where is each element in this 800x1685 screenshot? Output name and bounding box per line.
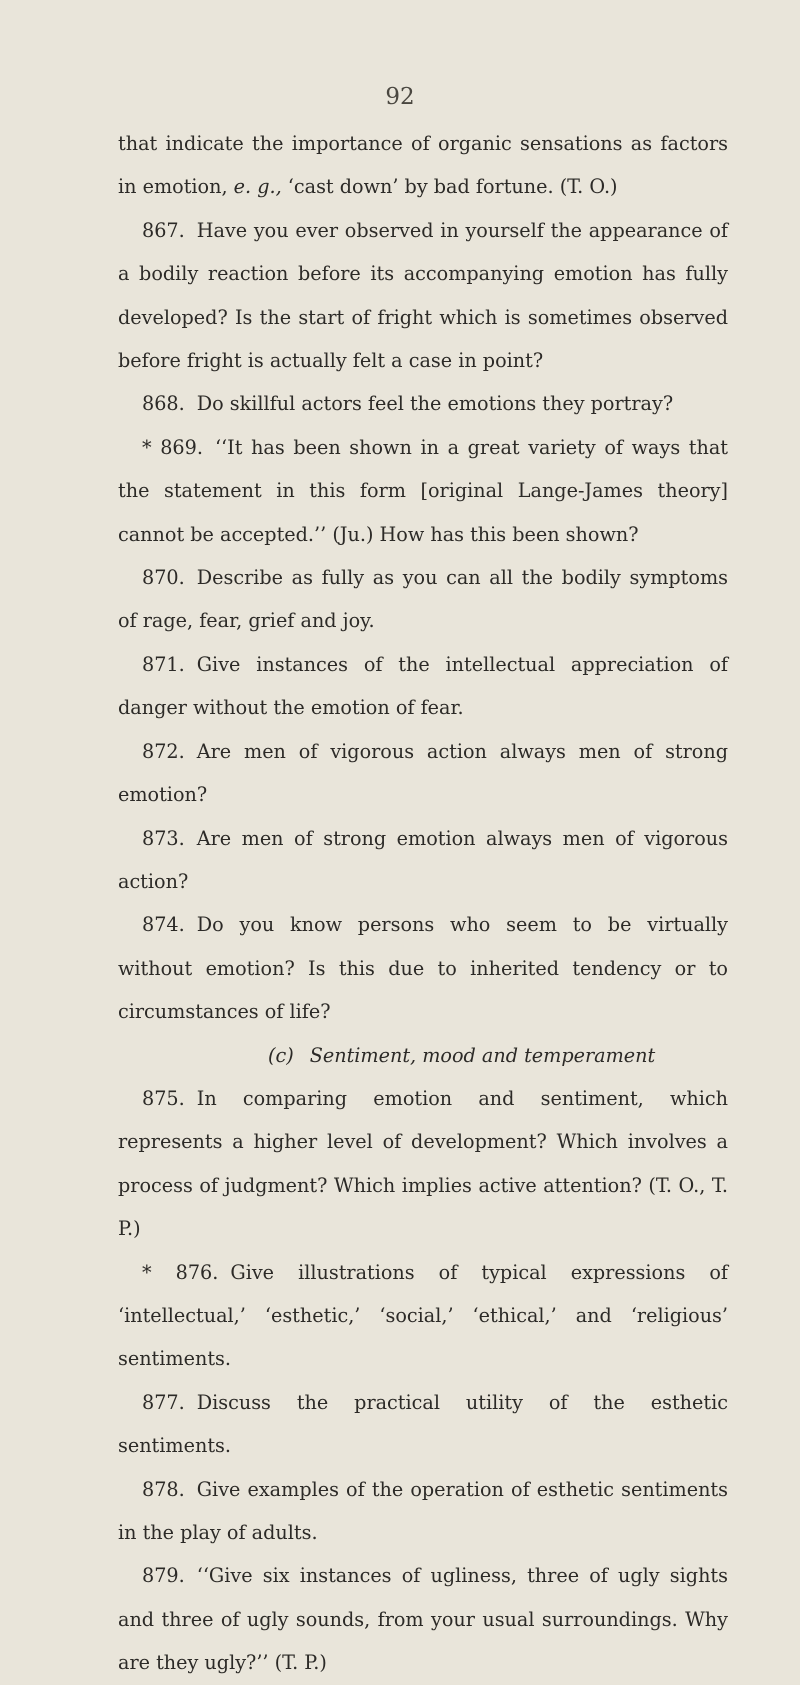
question-873 (118, 817, 728, 904)
page-text (118, 122, 728, 1685)
intro-paragraph (118, 122, 728, 209)
question-number: 874. (142, 913, 185, 937)
eg-abbreviation: e. g., (233, 175, 282, 199)
section-heading (118, 1034, 728, 1077)
question-text: Discuss the practical utility of the esthetic sentiments. (118, 1390, 728, 1458)
question-text: Have you ever observed in yourself the appearance of a bodily reaction before its accompanying emotion has fully developed? Is the start of fright which is sometimes observed before fright is actually felt a case in point? (118, 218, 728, 373)
question-text: In comparing emotion and sentiment, which represents a higher level of development? Which involves a process of judgment? Which implies active attention? (T. O., T. P.) (118, 1086, 728, 1241)
question-text: Describe as fully as you can all the bodily symptoms of rage, fear, grief and joy. (118, 566, 728, 633)
question-876 (118, 1251, 728, 1381)
question-text: Are men of strong emotion always men of vigorous action? (118, 826, 728, 893)
question-870 (118, 556, 728, 643)
question-871 (118, 643, 728, 730)
question-number: * 876. (142, 1260, 219, 1284)
question-869 (118, 426, 728, 556)
question-number: * 869. (142, 435, 203, 459)
question-number: 867. (142, 218, 185, 242)
intro-text-start: that indicate the importance of organic sensations as factors in emotion, (118, 132, 728, 199)
question-number: 868. (142, 392, 185, 416)
question-874 (118, 903, 728, 1033)
question-text: Do you know persons who seem to be virtually without emotion? Is this due to inherited tendency or to circumstances of life? (118, 913, 728, 1024)
question-text: ‘‘It has been shown in a great variety of ways that the statement in this form [original Lange-James theory] cannot be accepted.’’ (Ju.) How has this been shown? (118, 435, 729, 546)
intro-text-end: ‘cast down’ by bad fortune. (T. O.) (281, 175, 618, 199)
question-number: 870. (142, 566, 185, 590)
question-number: 879. (142, 1564, 185, 1588)
question-879 (118, 1554, 728, 1684)
question-text: Are men of vigorous action always men of strong emotion? (118, 739, 728, 807)
question-875 (118, 1077, 728, 1251)
page-number: 92 (385, 84, 415, 110)
question-number: 873. (142, 826, 185, 850)
question-number: 875. (142, 1086, 185, 1110)
question-number: 871. (142, 652, 185, 676)
question-text: ‘‘Give six instances of ugliness, three of ugly sights and three of ugly sounds, from your usual surroundings. Why are they ugly?’’ (T. P.) (118, 1564, 728, 1675)
question-878 (118, 1468, 728, 1555)
question-872 (118, 730, 728, 817)
question-number: 878. (142, 1477, 185, 1501)
question-868 (118, 382, 728, 425)
question-text: Do skillful actors feel the emotions they portray? (196, 392, 674, 416)
question-877 (118, 1381, 728, 1468)
question-text: Give illustrations of typical expressions of ‘intellectual,’ ‘esthetic,’ ‘social,’ ‘ethical,’ and ‘religious’ sentiments. (118, 1260, 728, 1371)
question-text: Give examples of the operation of esthetic sentiments in the play of adults. (118, 1477, 728, 1544)
section-title: Sentiment, mood and temperament (309, 1043, 656, 1067)
section-letter: (c) (268, 1043, 294, 1067)
question-number: 877. (142, 1390, 185, 1414)
question-text: Give instances of the intellectual appreciation of danger without the emotion of fear. (118, 652, 728, 720)
question-number: 872. (142, 739, 185, 763)
question-867 (118, 209, 728, 383)
